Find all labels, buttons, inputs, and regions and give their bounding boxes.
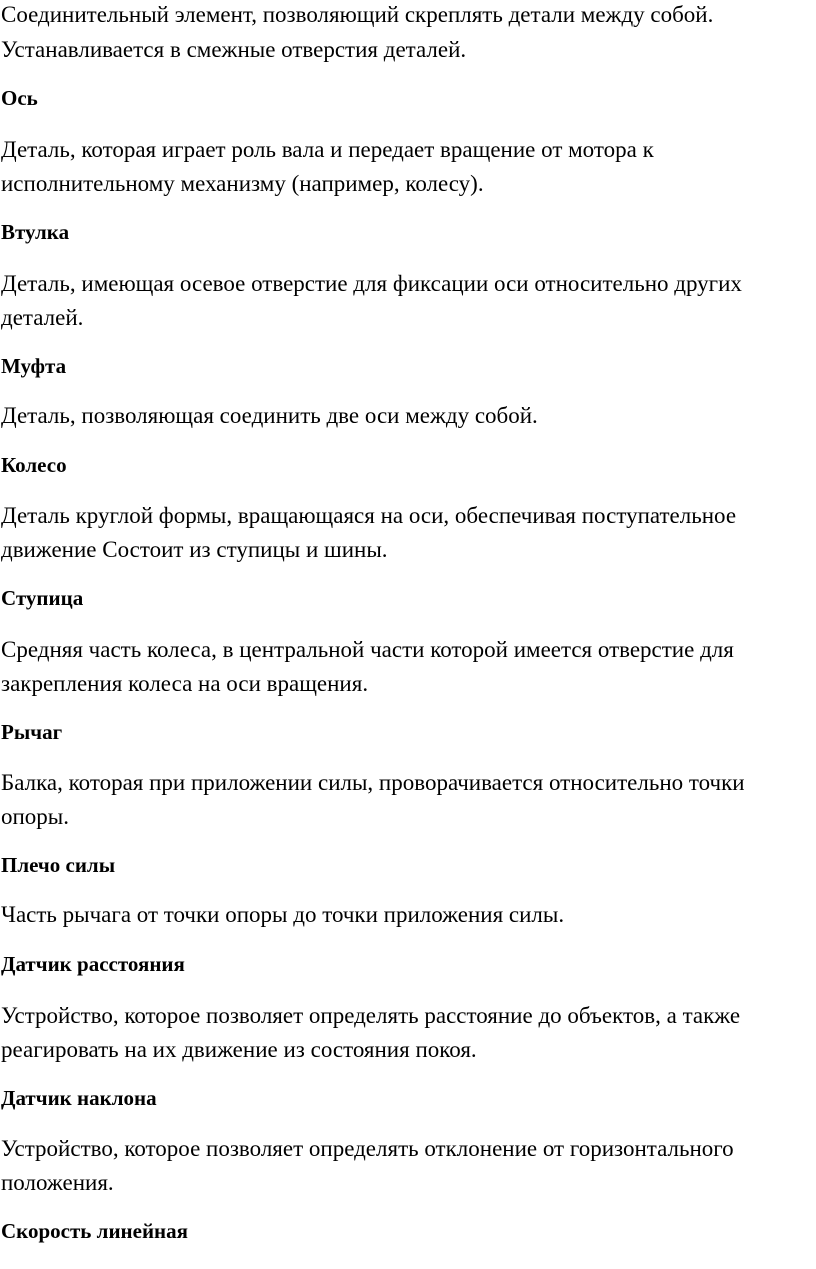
definition-line: Устройство, которое позволяет определять отклонение от горизонтального	[1, 1136, 734, 1161]
definition-line: опоры.	[1, 804, 70, 829]
intro-line-1: Соединительный элемент, позволяющий скреплять детали между собой.	[1, 2, 714, 27]
definition-line: положения.	[1, 1170, 114, 1195]
term-heading-force-arm: Плечо силы	[1, 853, 116, 877]
definition-line: Средняя часть колеса, в центральной части которой имеется отверстие для	[1, 637, 734, 662]
definition-line: деталей.	[1, 305, 84, 330]
term-heading-hub: Ступица	[1, 586, 84, 610]
intro-line-2: Устанавливается в смежные отверстия деталей.	[1, 37, 467, 62]
definition-line: Балка, которая при приложении силы, проворачивается относительно точки	[1, 770, 745, 795]
term-heading-bushing: Втулка	[1, 220, 70, 244]
definition-line: Деталь круглой формы, вращающаяся на оси, обеспечивая поступательное	[1, 503, 737, 528]
definition-line: Часть рычага от точки опоры до точки приложения силы.	[1, 902, 565, 927]
definition-line: Деталь, позволяющая соединить две оси между собой.	[1, 403, 538, 428]
definition-line: движение Состоит из ступицы и шины.	[1, 537, 388, 562]
term-heading-coupling: Муфта	[1, 354, 67, 378]
definition-line: закрепления колеса на оси вращения.	[1, 671, 369, 696]
definition-line: Устройство, которое позволяет определять расстояние до объектов, а также	[1, 1003, 741, 1028]
term-heading-tilt-sensor: Датчик наклона	[1, 1086, 157, 1110]
term-heading-distance-sensor: Датчик расстояния	[1, 952, 185, 976]
term-heading-wheel: Колесо	[1, 453, 67, 477]
definition-line: исполнительному механизму (например, колесу).	[1, 171, 484, 196]
definition-line: реагировать на их движение из состояния покоя.	[1, 1037, 477, 1062]
term-heading-linear-speed: Скорость линейная	[1, 1219, 189, 1243]
term-heading-lever: Рычаг	[1, 720, 63, 744]
definition-line: Деталь, имеющая осевое отверстие для фиксации оси относительно других	[1, 271, 742, 296]
term-heading-axis: Ось	[1, 86, 38, 110]
definition-line: Деталь, которая играет роль вала и передает вращение от мотора к	[1, 137, 654, 162]
